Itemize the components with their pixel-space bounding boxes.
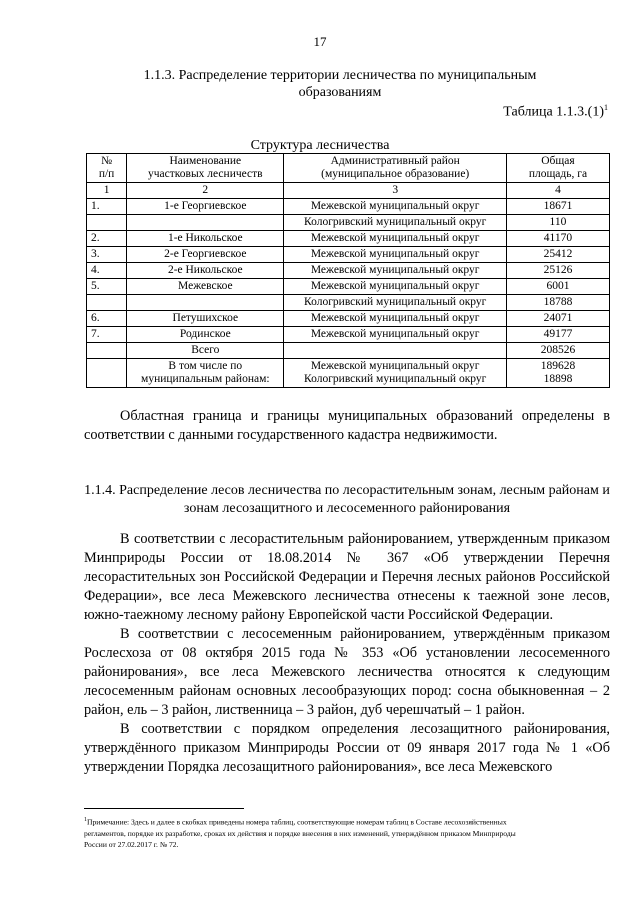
column-number: 4	[506, 183, 609, 199]
row-num	[87, 295, 127, 311]
row-district: Межевской муниципальный округ	[284, 199, 506, 215]
footnote	[84, 815, 610, 850]
header-name: Наименование участковых лесничеств	[127, 154, 284, 183]
row-name: Петушихское	[127, 311, 284, 327]
footnote-separator	[84, 808, 244, 809]
paragraph-seed-zoning: В соответствии с лесосеменным районированием, утверждённым приказом Рослесхоза от 08 октября 2015 года № 353 «Об установлении лесосеменного районирования», все леса Межевского лесничества относятся к следующим лесосеменным районам основных лесообразующих пород: сосна обыкновенная – 2 район, ель – 3 район, лиственница – 3 район, дуб черешчатый – 1 район.	[84, 626, 610, 718]
section-1-1-4-title: 1.1.4. Распределение лесов лесничества по лесорастительным зонам, лесным районам и зонам лесозащитного и лесосеменного районирования	[84, 483, 610, 516]
footnote-line: Примечание: Здесь и далее в скобках приведены номера таблиц, соответствующие номерам таблиц в Составе лесохозяйственных	[87, 817, 507, 827]
row-name: Родинское	[127, 327, 284, 343]
row-name	[127, 295, 284, 311]
row-district: Межевской муниципальный округ	[284, 247, 506, 263]
header-district: Административный район (муниципальное образование)	[284, 154, 506, 183]
table-row	[87, 327, 610, 343]
table-row	[87, 279, 610, 295]
total-label: Всего	[127, 343, 284, 359]
paragraph-forest-zoning: В соответствии с лесорастительным районированием, утвержденным приказом Минприроды России от 18.08.2014 № 367 «Об утверждении Перечня лесорастительных зон Российской Федерации и Перечня лесных районов Российской Федерации», все леса Межевского лесничества отнесены к таежной зоне лесов, южно-таежному лесному району Европейской части Российской Федерации.	[84, 531, 610, 623]
row-name: 2-е Георгиевское	[127, 247, 284, 263]
total-num	[87, 343, 127, 359]
header-area: Общая площадь, га	[506, 154, 609, 183]
table-row	[87, 311, 610, 327]
table-row	[87, 215, 610, 231]
row-num: 2.	[87, 231, 127, 247]
row-area: 110	[506, 215, 609, 231]
footnote-mark: 1	[84, 817, 87, 823]
header-num: № п/п	[87, 154, 127, 183]
row-area: 18671	[506, 199, 609, 215]
table-row	[87, 295, 610, 311]
page-number: 17	[313, 34, 327, 49]
row-district: Кологривский муниципальный округ	[284, 295, 506, 311]
paragraph-protection-zoning: В соответствии с порядком определения лесозащитного районирования, утверждённого приказом Минприроды России от 09 января 2017 года № 1 «Об утверждении Порядка лесозащитного районирования», все леса Межевского	[84, 721, 610, 775]
subtotal-label: В том числе по муниципальным районам:	[127, 359, 284, 388]
subtotal-areas: 189628 18898	[506, 359, 609, 388]
body-text	[84, 530, 610, 777]
column-number: 2	[127, 183, 284, 199]
total-district	[284, 343, 506, 359]
row-area: 41170	[506, 231, 609, 247]
row-district: Межевской муниципальный округ	[284, 263, 506, 279]
forestry-structure-table	[86, 153, 610, 388]
table-row	[87, 247, 610, 263]
total-row	[87, 343, 610, 359]
row-district: Межевской муниципальный округ	[284, 311, 506, 327]
row-area: 25126	[506, 263, 609, 279]
row-num: 6.	[87, 311, 127, 327]
paragraph-cadastre: Областная граница и границы муниципальных образований определены в соответствии с данными государственного кадастра недвижимости.	[84, 408, 610, 443]
row-district: Межевской муниципальный округ	[284, 279, 506, 295]
row-name: 1-е Георгиевское	[127, 199, 284, 215]
footnote-line: России от 27.02.2017 г. № 72.	[84, 839, 179, 849]
row-num: 7.	[87, 327, 127, 343]
row-area: 6001	[506, 279, 609, 295]
row-name	[127, 215, 284, 231]
table-row	[87, 199, 610, 215]
footnote-reference: 1	[604, 103, 608, 112]
row-name: 2-е Никольское	[127, 263, 284, 279]
row-name: Межевское	[127, 279, 284, 295]
row-name: 1-е Никольское	[127, 231, 284, 247]
column-number-row	[87, 183, 610, 199]
row-area: 24071	[506, 311, 609, 327]
subtotal-row	[87, 359, 610, 388]
table-label	[503, 103, 608, 121]
row-num: 4.	[87, 263, 127, 279]
table-header-row	[87, 154, 610, 183]
row-num: 1.	[87, 199, 127, 215]
row-district: Межевской муниципальный округ	[284, 231, 506, 247]
section-title-line: 1.1.3. Распределение территории лесничества по муниципальным	[143, 68, 537, 83]
row-area: 49177	[506, 327, 609, 343]
table-row	[87, 263, 610, 279]
row-num	[87, 215, 127, 231]
row-district: Межевской муниципальный округ	[284, 327, 506, 343]
table-number: Таблица 1.1.3.(1)	[503, 104, 604, 120]
column-number: 3	[284, 183, 506, 199]
footnote-line: регламентов, порядке их разработке, сроках их действия и порядке внесения в них изменений, утверждённом приказом Минприроды	[84, 828, 516, 838]
subtotal-num	[87, 359, 127, 388]
row-area: 25412	[506, 247, 609, 263]
column-number: 1	[87, 183, 127, 199]
subtotal-districts: Межевской муниципальный округ Кологривский муниципальный округ	[284, 359, 506, 388]
row-num: 3.	[87, 247, 127, 263]
row-area: 18788	[506, 295, 609, 311]
table-row	[87, 231, 610, 247]
table-caption: Структура лесничества	[250, 138, 390, 153]
row-num: 5.	[87, 279, 127, 295]
section-1-1-3-title	[100, 67, 580, 101]
row-district: Кологривский муниципальный округ	[284, 215, 506, 231]
section-title-line: образованиям	[298, 85, 382, 100]
total-area: 208526	[506, 343, 609, 359]
